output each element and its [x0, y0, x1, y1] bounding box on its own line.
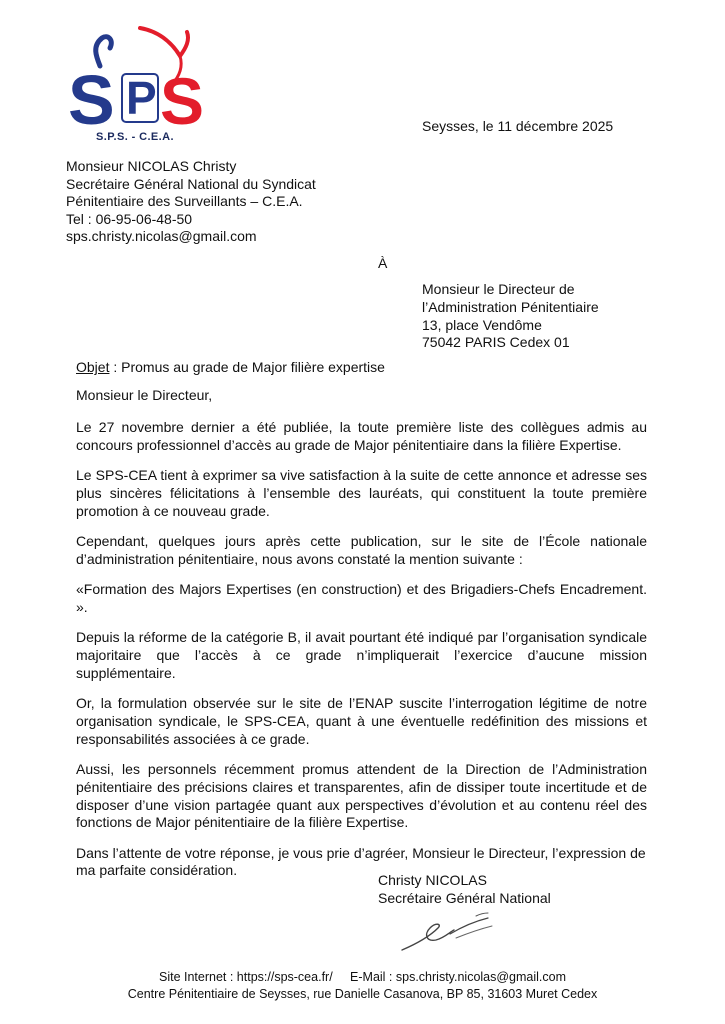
sender-organisation: Pénitentiaire des Surveillants – C.E.A.: [66, 193, 303, 209]
svg-text:S: S: [68, 61, 115, 139]
sender-phone: Tel : 06-95-06-48-50: [66, 210, 193, 227]
date-line: Seysses, le 11 décembre 2025: [422, 118, 614, 134]
handwritten-signature: [396, 910, 496, 958]
footer-contact: Site Internet : https://sps-cea.fr/ E-Mail : sps.christy.nicolas@gmail.com: [158, 970, 567, 984]
body-paragraph: Le SPS-CEA tient à exprimer sa vive satisfaction à la suite de cette annonce et adresse ses plus sincères félicitations à l’ensemble des lauréats, qui constituent la toute première promotion à ce nouveau grade.: [76, 467, 647, 519]
signatory-name: Christy NICOLAS: [378, 872, 487, 888]
object-label: Objet: [76, 359, 110, 375]
body-paragraph: Aussi, les personnels récemment promus attendent de la Direction de l’Administration pénitentiaire des précisions claires et transparentes, afin de dissiper toute incertitude et de disposer d’une vision partagée quant aux perspectives d’évolution et au contenu réel des fonctions de Major pénitentiaire de la filière Expertise.: [76, 760, 647, 831]
body-paragraph: Or, la formulation observée sur le site de l’ENAP suscite l’interrogation légitime de notre organisation syndicale, le SPS-CEA, quant à une éventuelle redéfinition des missions et responsabilités associées à ce grade.: [76, 695, 647, 747]
recipient-block: [422, 281, 599, 352]
signature-block: [378, 872, 551, 907]
logo-caption: S.P.S. - C.E.A.: [96, 131, 174, 143]
svg-text:P: P: [126, 72, 157, 124]
recipient-line: 75042 PARIS Cedex 01: [422, 334, 570, 351]
sender-name: Monsieur NICOLAS Christy: [66, 158, 237, 174]
body-paragraph: Le 27 novembre dernier a été publiée, la toute première liste des collègues admis au concours professionnel d’accès au grade de Major pénitentiaire dans la filière Expertise.: [76, 419, 647, 453]
body-paragraph: Cependant, quelques jours après cette publication, sur le site de l’École nationale d’administration pénitentiaire, nous avons constaté la mention suivante :: [76, 532, 647, 567]
recipient-line: Monsieur le Directeur de: [422, 281, 575, 297]
salutation: Monsieur le Directeur,: [76, 387, 213, 403]
sender-title: Secrétaire Général National du Syndicat: [66, 175, 316, 192]
object-line: [76, 359, 385, 375]
object-text: : Promus au grade de Major filière expertise: [109, 359, 385, 375]
recipient-line: l’Administration Pénitentiaire: [422, 298, 599, 315]
svg-text:S: S: [160, 64, 205, 138]
footer-address: Centre Pénitentiaire de Seysses, rue Danielle Casanova, BP 85, 31603 Muret Cedex: [127, 987, 598, 1001]
body-paragraph: Depuis la réforme de la catégorie B, il avait pourtant été indiqué par l’organisation syndicale majoritaire que l’accès à ce grade n’impliquerait l’exercice d’aucune mission supplémentaire.: [76, 629, 647, 681]
sender-email: sps.christy.nicolas@gmail.com: [66, 228, 257, 244]
recipient-prefix: À: [378, 255, 388, 271]
sender-block: [66, 158, 316, 246]
body-paragraph: Dans l’attente de votre réponse, je vous prie d’agréer, Monsieur le Directeur, l’expression de ma parfaite considération.: [76, 844, 646, 879]
signature-scribble: [396, 910, 496, 958]
letter-body: [76, 419, 647, 893]
signatory-title: Secrétaire Général National: [378, 889, 551, 906]
footer: [0, 969, 725, 1003]
body-paragraph: «Formation des Majors Expertises (en construction) et des Brigadiers-Chefs Encadrement. ».: [76, 581, 647, 615]
recipient-line: 13, place Vendôme: [422, 316, 542, 333]
